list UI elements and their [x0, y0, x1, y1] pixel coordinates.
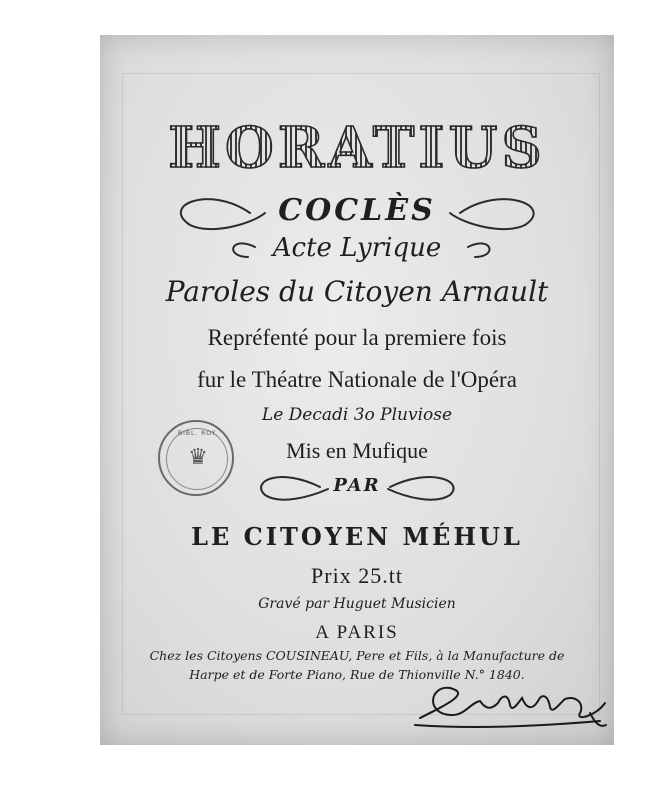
page-title: HORATIUS	[100, 115, 614, 181]
date-line: Le Decadi 3o Pluviose	[261, 405, 453, 425]
price-line: Prix 25.tt	[311, 563, 403, 588]
by-line: PAR	[333, 475, 381, 496]
crown-icon: ♛	[188, 444, 208, 469]
librettist-line: Paroles du Citoyen Arnault	[165, 275, 549, 308]
performance-line-1: Repréfenté pour la premiere fois	[207, 325, 507, 350]
performance-line-2: fur le Théatre Nationale de l'Opéra	[197, 367, 517, 392]
title-page	[100, 35, 614, 745]
music-line: Mis en Mufique	[286, 438, 428, 463]
subtitle: COCLÈS	[278, 193, 436, 228]
composer-line: LE CITOYEN MÉHUL	[191, 522, 523, 551]
stamp-text: BIBL. ROY.	[177, 430, 219, 437]
genre-line: Acte Lyrique	[272, 233, 442, 263]
publisher-line-1: Chez les Citoyens COUSINEAU, Pere et Fils, à la Manufacture de	[149, 648, 565, 663]
publisher-line-2: Harpe et de Forte Piano, Rue de Thionville N.° 1840.	[189, 667, 525, 682]
publisher-signature	[410, 673, 610, 733]
library-stamp	[158, 420, 234, 496]
city-line: A PARIS	[315, 622, 399, 643]
engraver-line: Gravé par Huguet Musicien	[258, 596, 456, 612]
